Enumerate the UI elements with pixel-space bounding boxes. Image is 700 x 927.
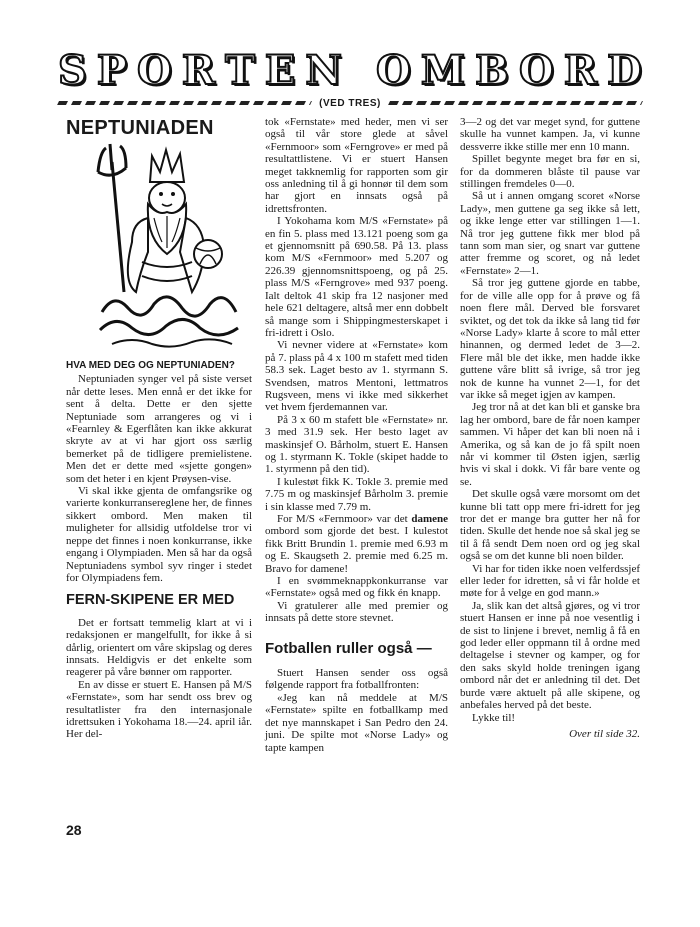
- masthead-letter: M: [420, 47, 466, 94]
- masthead-subline: [58, 96, 642, 110]
- masthead-letter: T: [225, 47, 255, 94]
- paragraph: På 3 x 60 m stafett ble «Fernstate» nr. 3 med 31.9 sek. Her besto laget av maskinsjef O. Bårholm, stuert E. Hansen og 1. styrmann K. Tokle (skipet hadde to 1. styrmenn på den tid).: [265, 413, 448, 476]
- column-3: [460, 116, 640, 740]
- paragraph: I en svømmeknappkonkurranse var «Fernstate» også med og fikk én knapp.: [265, 575, 448, 600]
- masthead-letter: S: [58, 47, 87, 94]
- paragraph: Det er fortsatt temmelig klart at vi i redaksjonen er mangelfullt, for ikke å si dårlig, orientert om våre skipslag og deres innsats. Heldigvis er det enkelte som reagerer på våre bønner om rapporter.: [66, 616, 252, 679]
- neptune-illustration-icon: [92, 142, 242, 352]
- paragraph: En av disse er stuert E. Hansen på M/S «Fernstate», som har sendt oss brev og resultatlister fra den internasjonale idrettsuken i Yokohama 18.—24. april iår. Her del-: [66, 678, 252, 741]
- column-1: [66, 116, 252, 741]
- paragraph: Lykke til!: [472, 711, 516, 724]
- masthead-letter: E: [264, 47, 296, 94]
- subheading-hva-med-deg: HVA MED DEG OG NEPTUNIADEN?: [66, 360, 235, 372]
- paragraph: Det skulle også være morsomt om det kunne bli tatt opp mere fri-idrett for jeg tror det er mange bra gutter her nå for tiden. Skulle det hende noe så skal jeg se til å få sendt Dem noen ord og jeg skal også se om det kunne bli noen bilder.: [460, 488, 640, 563]
- masthead-letter: O: [376, 47, 411, 94]
- section-heading-fern-skipene: FERN-SKIPENE ER MED: [66, 592, 235, 609]
- decorative-dash-rule: [388, 101, 643, 105]
- paragraph: Vi har for tiden ikke noen velferdssjef eller leder for idretten, så vi får holde et møte for å velge en god mann.»: [460, 562, 640, 600]
- paragraph: «Jeg kan nå meddele at M/S «Fernstate» spilte en fotballkamp med det nye mannskapet i San Pedro den 24. juni. De spilte mot «Norse Lady» og tapte kampen: [265, 691, 448, 754]
- section-heading-neptuniaden: NEPTUNIADEN: [66, 117, 214, 139]
- section-heading-fotballen: Fotballen ruller også —: [265, 639, 432, 657]
- masthead-letter: B: [475, 47, 509, 94]
- paragraph: Så ut i annen omgang scoret «Norse Lady», men guttene ga seg ikke så lett, og ikke lenge etter var stillingen 1—1. Nå tror jeg guttene fikk mer blod på tann som man sier, og snart var guttene atter fremme og scoret, og nå ledet «Fernstate» 2—1.: [460, 190, 640, 277]
- masthead-letter: R: [181, 47, 216, 94]
- paragraph: Vi skal ikke gjenta de omfangsrike og varierte konkurransereglene her, de finnes sikkert ombord. Men maken til muligheter for allsidig utfoldelse tror vi neppe det finnes i noen konkurranse, ikke engang i Olympiaden. Men så har da også Neptuniadens symbol syv ringer i stedet for Olympiadens fem.: [66, 485, 252, 584]
- paragraph: 3—2 og det var meget synd, for guttene skulle ha vunnet kampen. Ja, vi kunne dessverre ikke stille mer enn 10 mann.: [460, 116, 640, 153]
- text-run: For M/S «Fernmoor» var det: [277, 513, 412, 525]
- continued-note: Over til side 32.: [569, 727, 640, 740]
- masthead-title: [58, 47, 642, 94]
- byline: (VED TRES): [319, 97, 381, 109]
- page-number: 28: [66, 822, 82, 838]
- masthead-letter: O: [137, 47, 172, 94]
- paragraph: Vi nevner videre at «Fernstate» kom på 7. plass på 4 x 100 m stafett med tiden 58.3 sek. Laget besto av 1. styrmann S. Svendsen, matros Mentoni, lettmatros Rugsveen, mens vi ikke med sikkerhet vet hvem fjerdemannen var.: [265, 339, 448, 414]
- paragraph: tok «Fernstate» med heder, men vi ser også til vår store glede at såvel «Fernmoor» som «Ferngrove» er med på resultattlistene. Vi er stuert Hansen meget takknemlig for rapporten som gir oss anledning til å gi honnør til dem som har gjort en innsats også på idrettsfronten.: [265, 116, 448, 215]
- paragraph: Så tror jeg guttene gjorde en tabbe, for de ville alle opp for å prøve og få noen flere mål. Derved ble forsvaret sviktet, og det tok da ikke så lang tid før «Norse Lady» klarte å score to mål etter hinannen, og dermed ledet de 3—2. Flere mål ble det ikke, men hadde ikke guttene våre blitt så ivrige, så tror jeg nok de kunne ha vunnet 2—1, for det var ikke så meget igjen av kampen.: [460, 277, 640, 401]
- masthead-letter: R: [563, 47, 598, 94]
- paragraph-fernmoor: [265, 513, 448, 575]
- text-run: ombord som gjorde det best. I kulestot fikk Britt Brundin 1. premie med 6.93 m og E. Skaugseth 2. premie med 6.25 m. Bravo for damene!: [265, 525, 448, 575]
- paragraph: Ja, slik kan det altså gjøres, og vi tror stuert Hansen er inne på noe vesentlig i de sist to linjene i brevet, nemlig å få en god leder eller oppmann til å ordne med deltagelse i stevner og kamper, og for den saks skyld holde treningen igang ombord når det er anledning til det. Det burde være aktuelt på alle skipene, og anbefales herved på det beste.: [460, 599, 640, 712]
- paragraph: Vi gratulerer alle med premier og innsats på dette store stevnet.: [265, 599, 448, 625]
- masthead-letter: N: [305, 47, 342, 94]
- decorative-dash-rule: [57, 101, 312, 105]
- masthead-letter: D: [607, 47, 642, 94]
- column-2: [265, 116, 448, 754]
- paragraph: I kulestøt fikk K. Tokle 3. premie med 7.75 m og maskinsjef Bårholm 3. premie i sin klasse med 7.79 m.: [265, 475, 448, 513]
- paragraph: Neptuniaden synger vel på siste verset når dette leses. Men ennå er det ikke for sent å delta. Dette er den sjette Neptuniade som arrangeres og vi i «Fearnley & Egerflåten kan ikke akkurat skryte av at vi har gjort oss særlig bemerket på de tidligere premielistene. Men det er dette med «sjette gongen» som det heter i en kjent Prøysen-vise.: [66, 373, 252, 485]
- masthead-letter: O: [519, 47, 554, 94]
- emphasis-damene: damene: [411, 513, 448, 525]
- paragraph: Stuert Hansen sender oss også følgende rapport fra fotballfronten:: [265, 667, 448, 692]
- masthead-letter: P: [96, 47, 127, 94]
- paragraph: Jeg tror nå at det kan bli et ganske bra lag her ombord, bare de får noen kamper sammen. Vi håper det kan bli noen nå i Amerika, og så kan de jo få spilt noen når vi kommer til Østen igjen, særlig hvis vi skal i dokk. Vi får bare vente og se.: [460, 401, 640, 488]
- paragraph: Spillet begynte meget bra før en si, for da dommeren blåste til pause var stillingen fremdeles 0—0.: [460, 153, 640, 191]
- paragraph: I Yokohama kom M/S «Fernstate» på en fin 5. plass med 13.121 poeng som ga et gjennomsnitt på 690.58. På 13. plass kom M/S «Fernmoor» med 5.207 og 226.39 gjennomsnittspoeng, og på 25. plass M/S «Ferngrove» med 937 poeng. Ialt deltok 41 skip fra 12 nasjoner med hele 621 deltagere, altså mer enn dobbelt så mange som i Shippingmesterskapet i fri-idrett i Oslo.: [265, 215, 448, 339]
